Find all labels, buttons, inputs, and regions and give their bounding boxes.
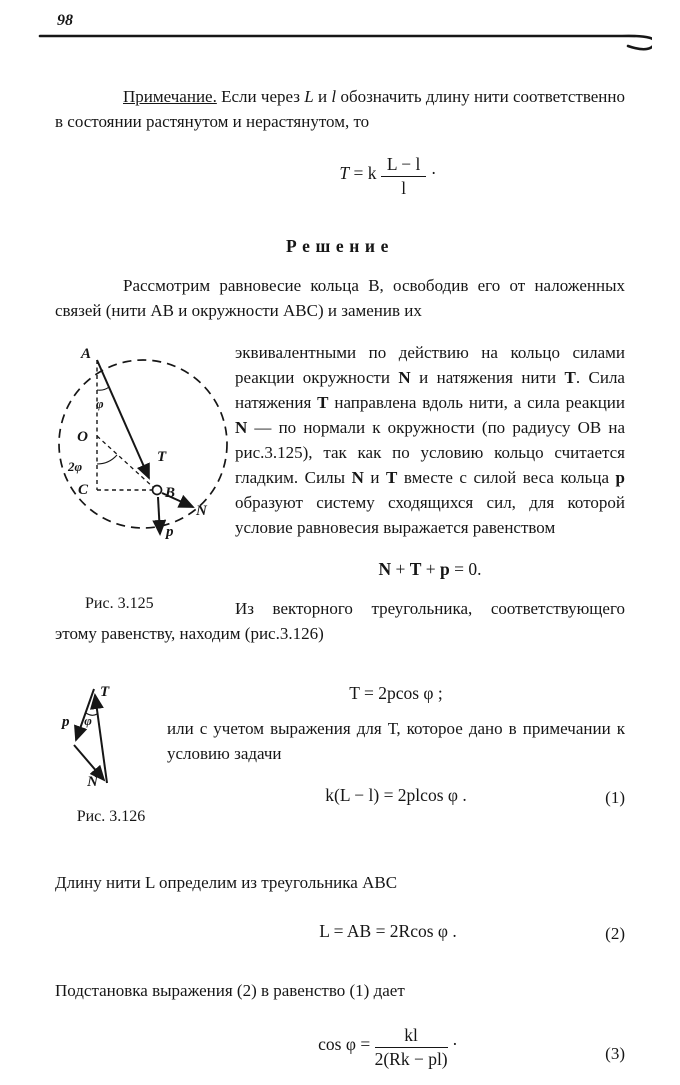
page-number: 98 — [57, 12, 73, 29]
label-N: N — [87, 774, 98, 790]
label-T: T — [157, 449, 167, 465]
solution-paragraph-1 — [55, 273, 625, 323]
text-segment: направлена вдоль нити, а сила реакции — [328, 393, 626, 412]
text-segment: + — [391, 559, 410, 579]
top-rule-line — [40, 36, 652, 49]
equation-3-lhs — [318, 1034, 374, 1054]
text-segment: Подстановка выражения (2) в равенство (1) дает — [55, 981, 405, 1000]
text-segment: = 0. — [449, 559, 482, 579]
text-segment: и — [363, 468, 387, 487]
vector-p-arrow — [158, 497, 160, 534]
equation-number-1: (1) — [605, 788, 625, 807]
figure-text-wrap-1 — [55, 340, 625, 663]
note-formula-dot: · — [430, 163, 437, 183]
note-formula-fraction — [381, 154, 427, 199]
label-2phi: 2φ — [67, 459, 83, 474]
label-phi: φ — [84, 713, 92, 728]
figure-3-125-caption: Рис. 3.125 — [85, 595, 154, 612]
text-segment: Из векторного треугольника, соответствующего этому равенству, находим (рис.3.126) — [55, 599, 625, 643]
paragraph-length-L — [55, 870, 625, 895]
text-segment: — по нормали к окружности (по радиусу ОВ на рис.3.125), так как по условию кольцо считается гладким. Силы — [235, 418, 625, 487]
equation-number-2: (2) — [605, 924, 625, 943]
equation-1 — [55, 783, 625, 808]
text-segment: и — [313, 87, 332, 106]
vector-T-arrow — [95, 695, 107, 783]
text-segment: Примечание. — [123, 87, 217, 106]
text-segment: эквивалентными по действию на кольцо силами реакции окружности — [235, 343, 625, 387]
text-segment: или с учетом выражения для Т, которое дано в примечании к условию задачи — [167, 719, 625, 763]
text-segment: + — [421, 559, 441, 579]
equation-3-fraction — [375, 1025, 448, 1070]
text-segment: Рассмотрим равновесие кольца В, освободив его от наложенных связей (нити АВ и окружности АВС) и заменив их — [55, 276, 625, 320]
figure-3-126-caption: Рис. 3.126 — [76, 808, 146, 825]
figure-3-125 — [55, 344, 235, 613]
text-segment: обозначить длину нити соответственно в состоянии растянутом и нерастянутом, то — [55, 87, 625, 131]
text-segment: p — [440, 559, 450, 579]
text-segment: N — [235, 418, 248, 437]
fraction-denominator: l — [401, 178, 407, 198]
line-OB-dashed — [97, 436, 153, 487]
fraction-numerator: L − l — [381, 154, 427, 177]
equation-2 — [55, 919, 625, 944]
text-segment: cos φ = — [318, 1034, 375, 1054]
paragraph-substitution — [55, 978, 625, 1003]
fraction-denominator: 2(Rk − pl) — [374, 1049, 448, 1069]
label-N: N — [196, 503, 207, 519]
text-segment: l — [331, 87, 337, 106]
top-rule — [38, 32, 652, 54]
text-segment: и натяжения нити — [410, 368, 565, 387]
ring-B — [153, 486, 162, 495]
figure-3-125-drawing — [55, 344, 230, 584]
text-segment: L = AB = 2Rcos φ . — [319, 921, 457, 941]
text-segment: . Сила натяжения — [235, 368, 625, 412]
equation-3-row — [55, 1025, 625, 1085]
label-O: O — [77, 429, 88, 445]
text-segment: Длину нити L определим из треугольника АВС — [55, 873, 398, 892]
label-A: A — [80, 346, 91, 362]
text-segment: образуют систему сходящихся сил, для которой условие равновесия выражается равенством — [235, 493, 625, 537]
equation-number-3: (3) — [605, 1044, 625, 1063]
label-T: T — [100, 684, 110, 700]
equation-1-row — [55, 783, 625, 808]
figure-text-wrap-2 — [55, 681, 625, 826]
equation-2-row — [55, 919, 625, 944]
text-segment: T — [409, 559, 422, 579]
page-header — [55, 12, 625, 54]
label-C: C — [77, 482, 88, 498]
figure-3-126-drawing — [61, 683, 139, 791]
fraction-numerator: kl — [375, 1025, 448, 1048]
text-segment: k(L − l) = 2plcos φ . — [325, 785, 467, 805]
note-paragraph — [55, 84, 625, 134]
angle-phi-arc — [97, 387, 109, 390]
text-segment: Если через — [216, 87, 305, 106]
angle-2phi-arc — [97, 455, 117, 464]
equation-3 — [55, 1025, 625, 1070]
text-segment: N — [398, 368, 411, 387]
label-B: B — [165, 485, 176, 501]
solution-heading: Решение — [286, 236, 394, 256]
note-formula — [55, 154, 625, 210]
note-formula-lhs — [339, 163, 376, 183]
text-segment: T — [339, 163, 350, 183]
equation-3-dot: · — [452, 1034, 458, 1054]
text-segment: Т — [317, 393, 329, 412]
vector-T-arrow — [97, 360, 149, 478]
text-segment: Т — [564, 368, 576, 387]
text-segment: T = 2pcos φ ; — [349, 683, 443, 703]
label-p: p — [62, 714, 70, 730]
text-segment: N — [378, 559, 392, 579]
text-segment: вместе с силой веса кольца — [397, 468, 616, 487]
text-segment: р — [615, 468, 626, 487]
text-segment: N — [351, 468, 364, 487]
text-segment: Т — [386, 468, 398, 487]
text-segment: = k — [349, 163, 377, 183]
text-segment: L — [304, 87, 314, 106]
label-phi: φ — [96, 396, 104, 411]
label-p: p — [166, 524, 174, 540]
